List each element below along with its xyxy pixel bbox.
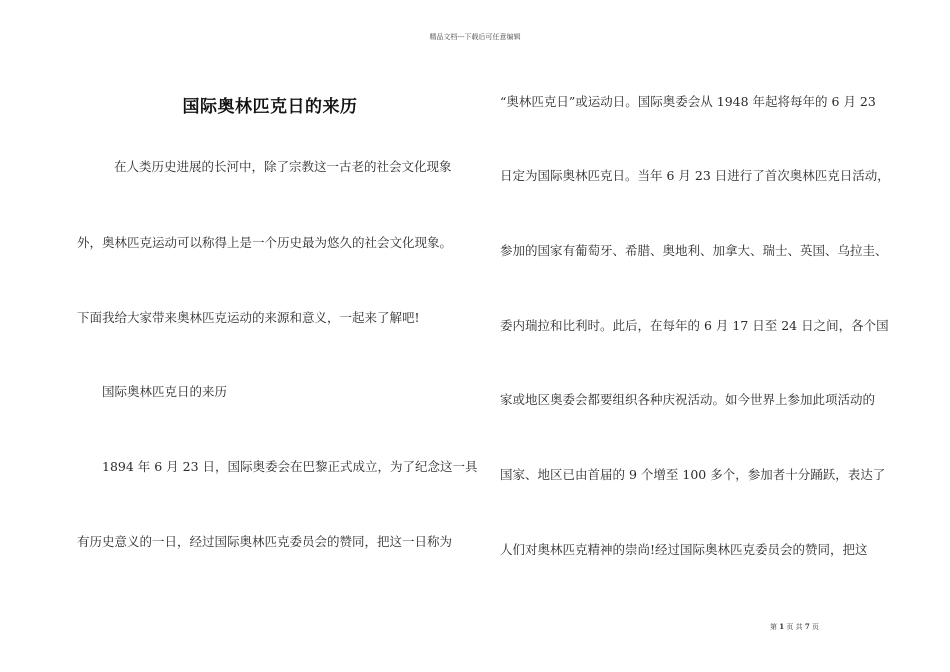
document-title: 国际奥林匹克日的来历 — [182, 97, 358, 117]
body-line: 在人类历史进展的长河中，除了宗教这一古老的社会文化现象 — [114, 159, 452, 174]
body-line: 有历史意义的一日，经过国际奥林匹克委员会的赞同，把这一日称为 — [77, 534, 453, 549]
body-line: 日定为国际奥林匹克日。当年 6 月 23 日进行了首次奥林匹克日活动， — [500, 168, 890, 183]
section-heading: 国际奥林匹克日的来历 — [102, 384, 228, 399]
body-line: 家或地区奥委会都要组织各种庆祝活动。如今世界上参加此项活动的 — [500, 392, 876, 407]
footer-suffix: 页 — [811, 623, 819, 631]
page-header: 精品文档---下载后可任意编辑 — [429, 33, 521, 41]
page-footer — [770, 622, 819, 632]
footer-middle: 页 共 — [786, 623, 803, 631]
body-line: 委内瑞拉和比利时。此后，在每年的 6 月 17 日至 24 日之间，各个国 — [500, 318, 889, 333]
body-line: 参加的国家有葡萄牙、希腊、奥地利、加拿大、瑞士、英国、乌拉圭、 — [500, 243, 888, 258]
current-page-number: 1 — [779, 622, 785, 631]
body-line: 外，奥林匹克运动可以称得上是一个历史最为悠久的社会文化现象。 — [77, 235, 453, 250]
body-line: 国家、地区已由首届的 9 个增至 100 多个，参加者十分踊跃，表达了 — [500, 467, 886, 482]
body-line: 下面我给大家带来奥林匹克运动的来源和意义，一起来了解吧! — [77, 310, 420, 325]
footer-prefix: 第 — [770, 623, 777, 631]
body-line: “奥林匹克日”或运动日。国际奥委会从 1948 年起将每年的 6 月 23 — [500, 94, 876, 109]
body-line: 人们对奥林匹克精神的崇尚!经过国际奥林匹克委员会的赞同，把这 — [500, 542, 868, 557]
body-line: 1894 年 6 月 23 日，国际奥委会在巴黎正式成立，为了纪念这一具 — [102, 459, 478, 474]
total-page-count: 7 — [804, 622, 810, 631]
